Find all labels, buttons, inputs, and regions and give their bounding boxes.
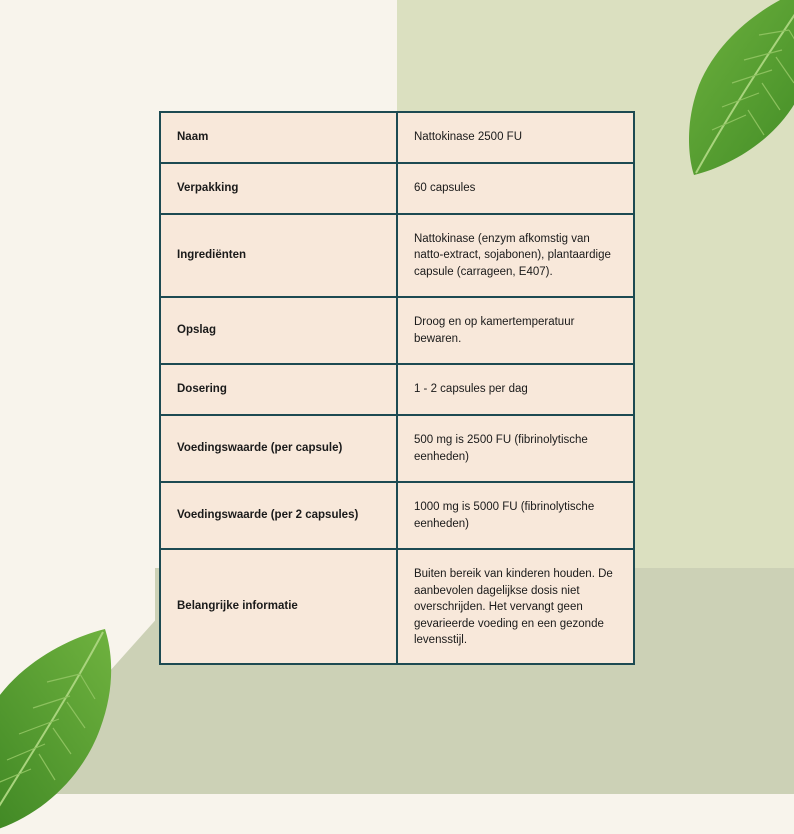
table-row <box>160 297 634 364</box>
row-value: 60 capsules <box>397 163 634 214</box>
leaf-icon <box>0 624 125 834</box>
row-label: Ingrediënten <box>160 214 397 297</box>
table-row <box>160 364 634 415</box>
row-label: Naam <box>160 112 397 163</box>
row-value: Droog en op kamertemperatuur bewaren. <box>397 297 634 364</box>
row-label: Dosering <box>160 364 397 415</box>
leaf-icon <box>664 0 794 185</box>
row-label: Belangrijke informatie <box>160 549 397 664</box>
row-label: Voedingswaarde (per 2 capsules) <box>160 482 397 549</box>
table-row <box>160 415 634 482</box>
row-value: Buiten bereik van kinderen houden. De aanbevolen dagelijkse dosis niet overschrijden. Het vervangt geen gevarieerde voeding en een gezonde levensstijl. <box>397 549 634 664</box>
row-label: Opslag <box>160 297 397 364</box>
row-label: Verpakking <box>160 163 397 214</box>
row-value: 1 - 2 capsules per dag <box>397 364 634 415</box>
product-info-table <box>159 111 635 665</box>
table-row <box>160 112 634 163</box>
table-row <box>160 163 634 214</box>
row-value: 1000 mg is 5000 FU (fibrinolytische eenheden) <box>397 482 634 549</box>
table-row <box>160 214 634 297</box>
row-value: Nattokinase (enzym afkomstig van natto-extract, sojabonen), plantaardige capsule (carrageen, E407). <box>397 214 634 297</box>
row-value: 500 mg is 2500 FU (fibrinolytische eenheden) <box>397 415 634 482</box>
row-label: Voedingswaarde (per capsule) <box>160 415 397 482</box>
row-value: Nattokinase 2500 FU <box>397 112 634 163</box>
table-row <box>160 549 634 664</box>
table-row <box>160 482 634 549</box>
